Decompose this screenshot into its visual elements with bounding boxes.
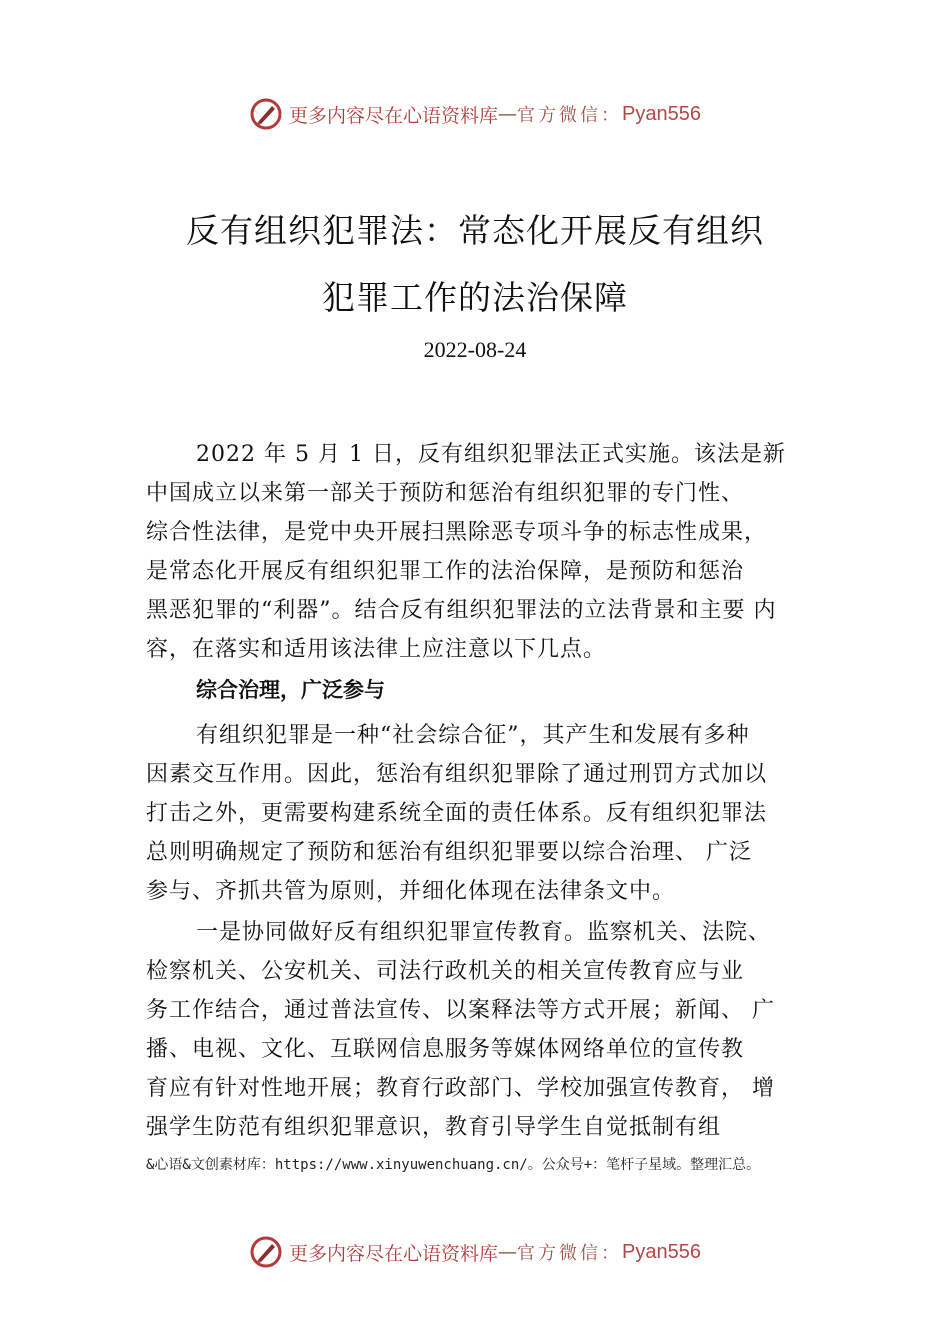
source-note: &心语&文创素材库：https://www.xinyuwenchuang.cn/。公众号+：笔杆子星域。整理汇总。 — [146, 1157, 761, 1173]
banner-brand-text: 更多内容尽在心语资料库 — [289, 1242, 499, 1265]
body-line: 育应有针对性地开展；教育行政部门、学校加强宣传教育， 增 — [146, 1076, 775, 1101]
section-heading: 综合治理，广泛参与 — [196, 678, 385, 702]
footer-banner — [0, 1230, 950, 1274]
pen-circle-logo-icon — [249, 97, 283, 131]
body-line: 检察机关、公安机关、司法行政机关的相关宣传教育应与业 — [146, 959, 745, 984]
document-date: 2022-08-24 — [423, 337, 527, 362]
banner-brand-text: 更多内容尽在心语资料库 — [289, 104, 499, 127]
banner-wechat-label: 官方微信： — [517, 105, 623, 126]
body-line: 2022 年 5 月 1 日，反有组织犯罪法正式实施。该法是新 — [196, 442, 786, 467]
header-banner — [0, 92, 950, 136]
body-line: 一是协同做好反有组织犯罪宣传教育。监察机关、法院、 — [196, 920, 772, 945]
body-line: 容，在落实和适用该法律上应注意以下几点。 — [146, 637, 607, 662]
pen-circle-logo-icon — [249, 1235, 283, 1269]
body-line: 务工作结合，通过普法宣传、以案释法等方式开展；新闻、 广 — [146, 998, 775, 1023]
document-title-line-1: 反有组织犯罪法：常态化开展反有组织 — [186, 211, 764, 250]
body-line: 总则明确规定了预防和惩治有组织犯罪要以综合治理、 广泛 — [146, 840, 752, 865]
body-line: 是常态化开展反有组织犯罪工作的法治保障，是预防和惩治 — [146, 559, 745, 584]
document-title-line-2: 犯罪工作的法治保障 — [322, 278, 628, 317]
body-line: 打击之外，更需要构建系统全面的责任体系。反有组织犯罪法 — [146, 801, 768, 826]
body-line: 强学生防范有组织犯罪意识，教育引导学生自觉抵制有组 — [146, 1115, 722, 1140]
body-line: 中国成立以来第一部关于预防和惩治有组织犯罪的专门性、 — [146, 481, 745, 506]
banner-wechat-id: Pyan556 — [622, 102, 701, 125]
body-line: 综合性法律，是党中央开展扫黑除恶专项斗争的标志性成果， — [146, 520, 768, 545]
body-line: 参与、齐抓共管为原则，并细化体现在法律条文中。 — [146, 879, 676, 904]
banner-separator: — — [498, 103, 518, 125]
banner-wechat-id: Pyan556 — [622, 1240, 701, 1263]
body-line: 因素交互作用。因此，惩治有组织犯罪除了通过刑罚方式加以 — [146, 762, 768, 787]
body-line: 有组织犯罪是一种“社会综合征”，其产生和发展有多种 — [196, 723, 750, 748]
banner-separator: — — [498, 1241, 518, 1263]
body-line: 黑恶犯罪的“利器”。结合反有组织犯罪法的立法背景和主要 内 — [146, 598, 777, 623]
banner-wechat-label: 官方微信： — [517, 1243, 623, 1264]
body-line: 播、电视、文化、互联网信息服务等媒体网络单位的宣传教 — [146, 1037, 745, 1062]
